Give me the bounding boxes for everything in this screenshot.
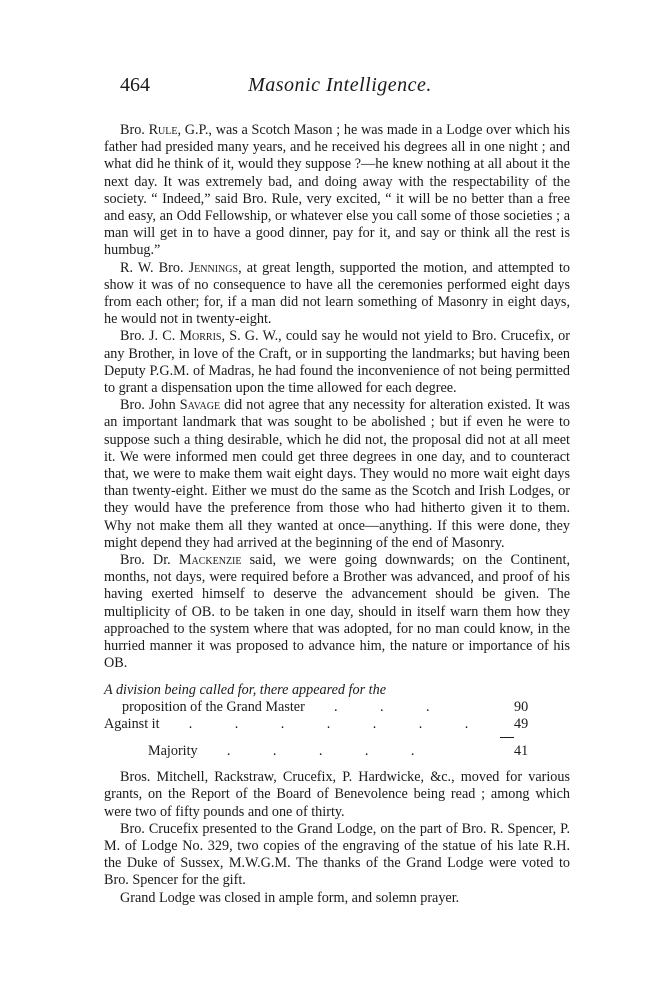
text-run: did not agree that any necessity for alteration existed. It was an important landmark that was sought to be abolished ; but if even he were to suppose such a thing desirable, which he did not, the proposal did not at all meet it. We were informed men could get three degrees in one day, and to counteract that, we were to make them wait eight days. They would no more wait eight days than twenty-eight. Either we must do the same as the Scotch and Irish Lodges, or they would have the preference from those who had hitherto given it to them. Why not make them all they wanted at once—anything. If this were done, they might depend they had arrived at the beginning of the end of Masonry. xyxy=(104,397,570,551)
vote-count: 41 xyxy=(514,743,529,760)
article-body xyxy=(104,122,570,907)
speaker-name: Savage xyxy=(179,397,221,414)
leader-dots: . . . . . . . xyxy=(188,715,469,732)
vote-row-for xyxy=(104,699,570,716)
speaker-name: Morris xyxy=(179,328,222,345)
paragraph-jennings xyxy=(104,260,570,329)
vote-count: 90 xyxy=(514,698,529,715)
running-title: Masonic Intelligence. xyxy=(248,74,432,96)
paragraph-grants: Bros. Mitchell, Rackstraw, Crucefix, P. Hardwicke, &c., moved for various grants, on the Report of the Board of Benevolence being read ; among which were two of fifty pounds and one of thirty. xyxy=(104,769,570,820)
text-run: said, we were going downwards; on the Continent, months, not days, were required before a Brother was advanced, and proof of his having exerted himself to deserve the advancement should be given. The multiplicity of OB. to be taken in one day, should in itself warn them how they approached to the system where that was adopted, for no man could know, in the hurried manner it was proposed to advance him, the nature or importance of his OB. xyxy=(104,552,571,672)
paragraph-savage xyxy=(104,397,570,552)
sum-rule-line xyxy=(500,737,514,738)
vote-row-majority xyxy=(104,743,570,760)
speaker-name: Mackenzie xyxy=(178,552,242,569)
paragraph-engraving: Bro. Crucefix presented to the Grand Lodge, on the part of Bro. R. Spencer, P. M. of Lodge No. 329, two copies of the engraving of the statue of his late R.H. the Duke of Sussex, M.W.G.M. The thanks of the Grand Lodge were voted to Bro. Spencer for the gift. xyxy=(104,820,570,889)
vote-label: Majority xyxy=(148,743,198,760)
division-vote-table xyxy=(104,682,570,761)
text-run: , G.P., was a Scotch Mason ; he was made in a Lodge over which his father had presided many years, and he received his degrees all in one night ; and what did he think of it, would they suppose ?—he knew nothing at all about it the next day. It was extremely bad, and doing away with the respectability of the society. “ Indeed,” said Bro. Rule, very excited, “ it will be no better than a free and easy, an Odd Fellowship, or whatever else you call some of those societies ; a man will get in to have a good dinner, pay for it, and say or think all the rest is humbug.” xyxy=(104,122,571,259)
text-run: Bro. xyxy=(120,122,149,138)
sum-rule xyxy=(104,733,570,743)
vote-label: Against it xyxy=(104,715,160,732)
paragraph-mackenzie xyxy=(104,552,570,672)
leader-dots: . . . xyxy=(334,698,430,715)
text-run: Bro. J. C. xyxy=(120,328,180,345)
division-intro: A division being called for, there appeared for the xyxy=(104,681,386,698)
text-run: R. W. Bro. xyxy=(120,259,189,276)
paragraph-morris xyxy=(104,328,570,397)
vote-count: 49 xyxy=(514,715,529,732)
text-run: Bro. Dr. xyxy=(120,552,179,569)
speaker-name: Jennings xyxy=(188,259,239,276)
paragraph-closing: Grand Lodge was closed in ample form, and solemn prayer. xyxy=(120,889,460,906)
leader-dots: . . . . . xyxy=(226,743,415,760)
vote-row-against xyxy=(104,716,570,733)
speaker-name: Rule xyxy=(148,122,178,138)
vote-label: proposition of the Grand Master xyxy=(122,698,305,715)
text-run: Bro. John xyxy=(120,397,180,414)
text-run: , at great length, supported the motion, and attempted to show it was of no consequence to have all the ceremonies performed eight days from each other; for, if a man did not learn something of Masonry in eight days, he would not in twenty-eight. xyxy=(104,259,570,328)
page-header xyxy=(120,74,560,100)
paragraph-rule xyxy=(104,122,570,260)
page-number: 464 xyxy=(120,74,150,96)
text-run: , S. G. W., could say he would not yield to Bro. Crucefix, or any Brother, in love of the Craft, or in supporting the landmarks; but having been Deputy P.G.M. of Madras, he had found the inconvenience of not being permitted to grant a dispensation upon the time allowed for each degree. xyxy=(104,328,570,397)
